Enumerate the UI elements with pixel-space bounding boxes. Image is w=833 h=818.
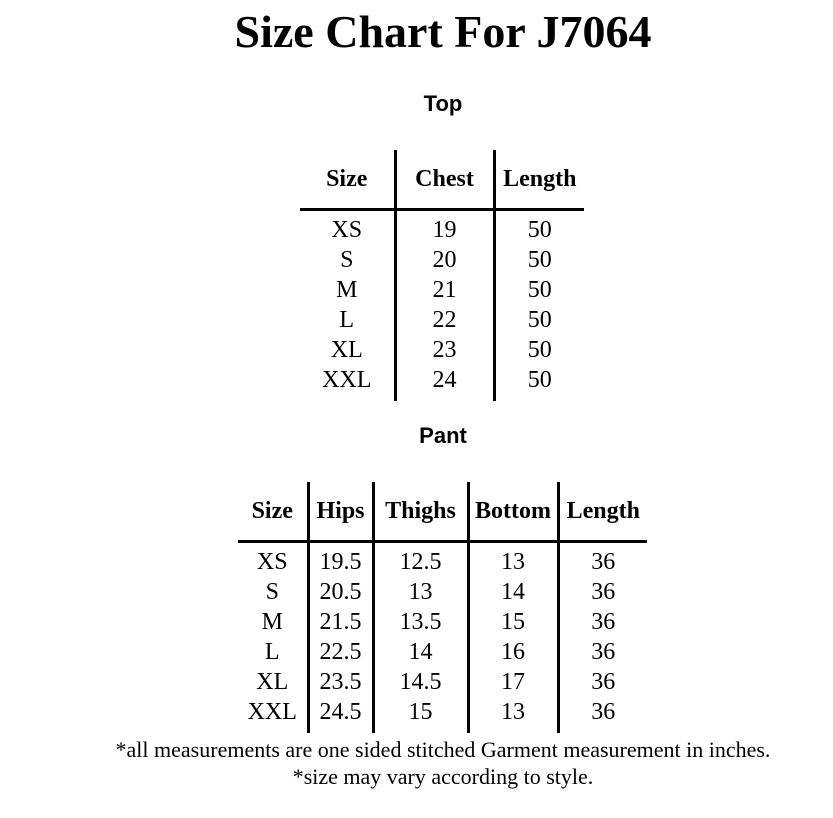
pant-section-title: Pant — [419, 423, 467, 448]
hips-cell: 20.5 — [308, 577, 373, 607]
size-cell: M — [336, 277, 358, 303]
size-cell: XXL — [322, 367, 372, 393]
table-header-row — [300, 150, 584, 210]
bottom-cell: 14 — [468, 577, 558, 607]
hips-cell: 21.5 — [308, 607, 373, 637]
table-row — [238, 637, 647, 667]
thighs-cell: 13.5 — [373, 607, 468, 637]
table-row — [300, 335, 584, 365]
length-cell: 50 — [494, 365, 584, 395]
thighs-cell: 12.5 — [373, 547, 468, 577]
table-row — [300, 275, 584, 305]
length-cell: 36 — [558, 607, 647, 637]
style-variation-note: *size may vary according to style. — [292, 764, 594, 789]
table-row — [300, 245, 584, 275]
size-cell: XS — [331, 217, 363, 243]
length-cell: 50 — [494, 335, 584, 365]
size-cell: XXL — [247, 699, 297, 725]
table-header-row — [238, 482, 647, 542]
chest-cell: 21 — [395, 275, 494, 305]
size-cell: XS — [256, 549, 288, 575]
bottom-cell: 13 — [468, 547, 558, 577]
size-cell: L — [339, 307, 355, 333]
table-row — [300, 215, 584, 245]
length-cell: 36 — [558, 547, 647, 577]
size-cell: S — [340, 247, 354, 273]
column-header-thighs: Thighs — [373, 482, 468, 542]
thighs-cell: 14.5 — [373, 667, 468, 697]
page-title: Size Chart For J7064 — [234, 6, 652, 57]
bottom-cell: 15 — [468, 607, 558, 637]
length-cell: 36 — [558, 697, 647, 727]
size-cell: M — [261, 609, 283, 635]
hips-cell: 24.5 — [308, 697, 373, 727]
hips-cell: 19.5 — [308, 547, 373, 577]
table-row — [300, 365, 584, 395]
pant-size-table — [238, 482, 647, 733]
column-header-size: Size — [300, 150, 395, 210]
table-row — [238, 547, 647, 577]
size-cell: XL — [256, 669, 289, 695]
table-row — [238, 697, 647, 727]
chest-cell: 24 — [395, 365, 494, 395]
column-header-bottom: Bottom — [468, 482, 558, 542]
bottom-cell: 16 — [468, 637, 558, 667]
column-header-chest: Chest — [395, 150, 494, 210]
length-cell: 50 — [494, 305, 584, 335]
length-cell: 36 — [558, 637, 647, 667]
column-header-hips: Hips — [308, 482, 373, 542]
bottom-cell: 13 — [468, 697, 558, 727]
thighs-cell: 13 — [373, 577, 468, 607]
chest-cell: 19 — [395, 215, 494, 245]
table-row — [238, 607, 647, 637]
length-cell: 50 — [494, 215, 584, 245]
length-cell: 50 — [494, 245, 584, 275]
top-section-title: Top — [423, 91, 463, 116]
table-row — [238, 667, 647, 697]
length-cell: 50 — [494, 275, 584, 305]
hips-cell: 22.5 — [308, 637, 373, 667]
chest-cell: 23 — [395, 335, 494, 365]
top-size-table — [300, 150, 584, 401]
chest-cell: 20 — [395, 245, 494, 275]
thighs-cell: 15 — [373, 697, 468, 727]
table-row — [238, 577, 647, 607]
size-cell: XL — [330, 337, 363, 363]
length-cell: 36 — [558, 577, 647, 607]
thighs-cell: 14 — [373, 637, 468, 667]
column-header-length: Length — [558, 482, 647, 542]
column-header-length: Length — [494, 150, 584, 210]
length-cell: 36 — [558, 667, 647, 697]
table-row — [300, 305, 584, 335]
bottom-cell: 17 — [468, 667, 558, 697]
size-cell: S — [265, 579, 279, 605]
column-header-size: Size — [238, 482, 308, 542]
measurement-note: *all measurements are one sided stitched Garment measurement in inches. — [115, 737, 771, 762]
size-cell: L — [264, 639, 280, 665]
chest-cell: 22 — [395, 305, 494, 335]
hips-cell: 23.5 — [308, 667, 373, 697]
